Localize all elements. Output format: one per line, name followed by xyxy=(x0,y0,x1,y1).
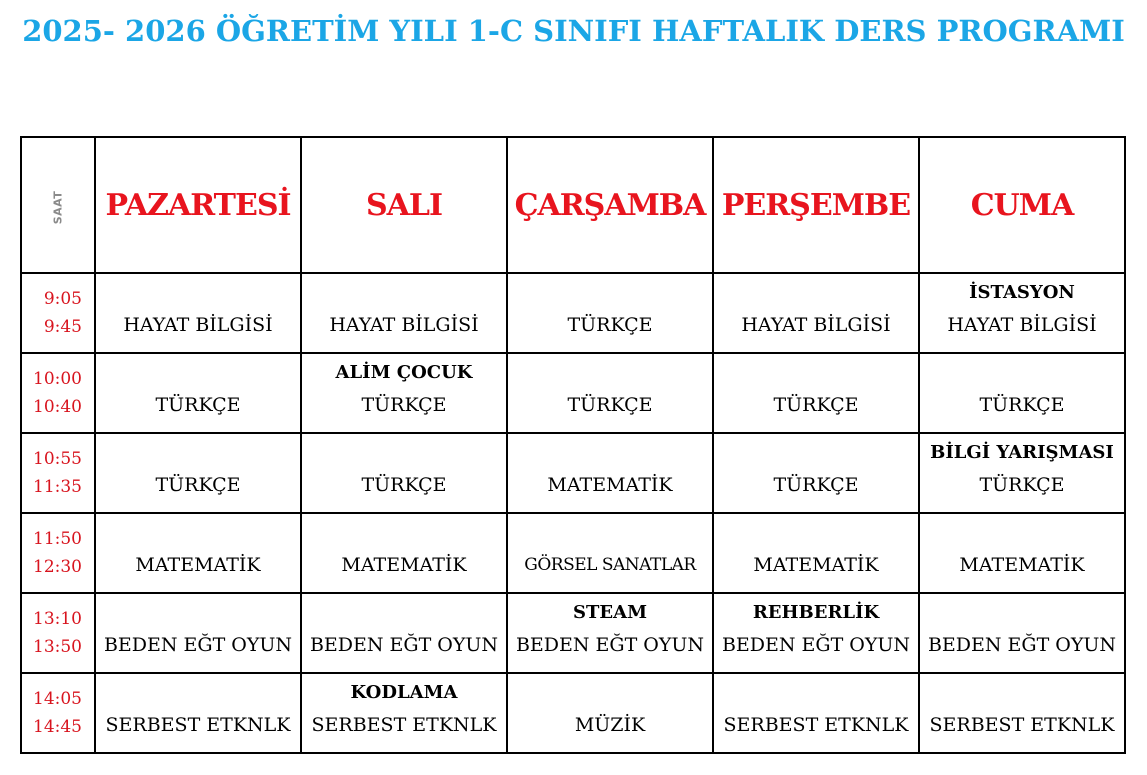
lesson-cell xyxy=(713,593,919,673)
lesson-row xyxy=(21,273,1125,353)
lesson-row xyxy=(21,433,1125,513)
lesson-cell xyxy=(919,273,1125,353)
extra-activity: STEAM xyxy=(572,602,647,623)
extra-activity: İSTASYON xyxy=(969,282,1075,303)
subject-name: TÜRKÇE xyxy=(979,394,1065,416)
subject-name: MATEMATİK xyxy=(341,554,467,576)
lesson-content xyxy=(96,473,300,497)
subject-name: HAYAT BİLGİSİ xyxy=(741,314,891,336)
lesson-content xyxy=(96,313,300,337)
lesson-cell xyxy=(919,673,1125,753)
lesson-content xyxy=(508,601,712,657)
lesson-content xyxy=(714,473,918,497)
lesson-cell xyxy=(713,673,919,753)
subject-name: MÜZİK xyxy=(574,714,646,736)
lesson-row xyxy=(21,593,1125,673)
lesson-content xyxy=(920,633,1124,657)
lesson-cell xyxy=(301,433,507,513)
lesson-cell xyxy=(95,673,301,753)
subject-name: MATEMATİK xyxy=(547,474,673,496)
lesson-content xyxy=(920,441,1124,497)
lesson-content xyxy=(96,713,300,737)
end-time: 11:35 xyxy=(33,477,82,497)
start-time: 11:50 xyxy=(33,529,82,549)
subject-name: BEDEN EĞT OYUN xyxy=(927,634,1117,656)
lesson-cell xyxy=(507,673,713,753)
subject-name: TÜRKÇE xyxy=(773,394,859,416)
day-header-tuesday xyxy=(301,137,507,273)
day-header-monday xyxy=(95,137,301,273)
lesson-cell xyxy=(95,273,301,353)
subject-name: BEDEN EĞT OYUN xyxy=(103,634,293,656)
day-name: ÇARŞAMBA xyxy=(514,187,706,223)
subject-name: GÖRSEL SANATLAR xyxy=(524,555,696,575)
day-header-wednesday xyxy=(507,137,713,273)
schedule-table xyxy=(20,136,1126,754)
header-row xyxy=(21,137,1125,273)
subject-name: TÜRKÇE xyxy=(361,474,447,496)
subject-name: SERBEST ETKNLK xyxy=(311,714,497,736)
lesson-cell xyxy=(301,273,507,353)
extra-activity: BİLGİ YARIŞMASI xyxy=(930,442,1114,463)
time-header-cell xyxy=(21,137,95,273)
day-header-thursday xyxy=(713,137,919,273)
day-name: PAZARTESİ xyxy=(105,187,291,223)
lesson-content xyxy=(508,313,712,337)
end-time: 13:50 xyxy=(33,637,82,657)
lesson-cell xyxy=(507,593,713,673)
lesson-content xyxy=(302,553,506,577)
day-header-friday xyxy=(919,137,1125,273)
lesson-content xyxy=(508,553,712,577)
lesson-content xyxy=(302,313,506,337)
lesson-content xyxy=(714,601,918,657)
start-time: 10:00 xyxy=(33,369,82,389)
schedule-body xyxy=(21,137,1125,753)
subject-name: SERBEST ETKNLK xyxy=(929,714,1115,736)
lesson-cell xyxy=(713,353,919,433)
lesson-content xyxy=(508,473,712,497)
subject-name: SERBEST ETKNLK xyxy=(105,714,291,736)
lesson-cell xyxy=(919,593,1125,673)
lesson-cell xyxy=(301,513,507,593)
subject-name: TÜRKÇE xyxy=(773,474,859,496)
lesson-content xyxy=(920,393,1124,417)
lesson-cell xyxy=(507,273,713,353)
subject-name: BEDEN EĞT OYUN xyxy=(309,634,499,656)
subject-name: TÜRKÇE xyxy=(361,394,447,416)
day-name: PERŞEMBE xyxy=(721,187,911,223)
start-time: 9:05 xyxy=(43,289,82,309)
lesson-cell xyxy=(919,513,1125,593)
lesson-content xyxy=(302,361,506,417)
time-cell xyxy=(21,273,95,353)
lesson-content xyxy=(714,553,918,577)
subject-name: MATEMATİK xyxy=(959,554,1085,576)
subject-name: HAYAT BİLGİSİ xyxy=(329,314,479,336)
subject-name: TÜRKÇE xyxy=(567,314,653,336)
lesson-cell xyxy=(301,353,507,433)
time-cell xyxy=(21,673,95,753)
lesson-content xyxy=(714,393,918,417)
lesson-cell xyxy=(713,513,919,593)
subject-name: TÜRKÇE xyxy=(979,474,1065,496)
end-time: 14:45 xyxy=(33,717,82,737)
lesson-content xyxy=(714,713,918,737)
subject-name: HAYAT BİLGİSİ xyxy=(123,314,273,336)
lesson-cell xyxy=(713,273,919,353)
lesson-cell xyxy=(301,593,507,673)
lesson-cell xyxy=(95,353,301,433)
lesson-content xyxy=(302,473,506,497)
lesson-cell xyxy=(713,433,919,513)
lesson-content xyxy=(714,313,918,337)
day-name: SALI xyxy=(365,187,443,223)
lesson-row xyxy=(21,673,1125,753)
lesson-content xyxy=(302,633,506,657)
time-cell xyxy=(21,353,95,433)
lesson-content xyxy=(302,681,506,737)
subject-name: MATEMATİK xyxy=(135,554,261,576)
lesson-cell xyxy=(95,593,301,673)
subject-name: TÜRKÇE xyxy=(155,394,241,416)
lesson-cell xyxy=(507,353,713,433)
lesson-content xyxy=(920,553,1124,577)
extra-activity: ALİM ÇOCUK xyxy=(335,362,473,383)
lesson-cell xyxy=(919,353,1125,433)
subject-name: MATEMATİK xyxy=(753,554,879,576)
end-time: 10:40 xyxy=(33,397,82,417)
lesson-content xyxy=(920,713,1124,737)
lesson-content xyxy=(508,713,712,737)
lesson-cell xyxy=(507,513,713,593)
subject-name: BEDEN EĞT OYUN xyxy=(721,634,911,656)
lesson-content xyxy=(920,281,1124,337)
end-time: 9:45 xyxy=(43,317,82,337)
time-header-label: SAAT xyxy=(51,190,65,224)
lesson-content xyxy=(96,633,300,657)
subject-name: TÜRKÇE xyxy=(567,394,653,416)
subject-name: SERBEST ETKNLK xyxy=(723,714,909,736)
lesson-content xyxy=(96,393,300,417)
lesson-row xyxy=(21,353,1125,433)
start-time: 14:05 xyxy=(33,689,82,709)
time-cell xyxy=(21,513,95,593)
start-time: 13:10 xyxy=(33,609,82,629)
page-title: 2025- 2026 ÖĞRETİM YILI 1-C SINIFI HAFTALIK DERS PROGRAMI xyxy=(22,14,1125,48)
time-cell xyxy=(21,433,95,513)
extra-activity: KODLAMA xyxy=(350,682,458,703)
lesson-cell xyxy=(919,433,1125,513)
subject-name: TÜRKÇE xyxy=(155,474,241,496)
lesson-cell xyxy=(95,513,301,593)
subject-name: HAYAT BİLGİSİ xyxy=(947,314,1097,336)
day-name: CUMA xyxy=(970,187,1074,223)
lesson-cell xyxy=(301,673,507,753)
lesson-row xyxy=(21,513,1125,593)
lesson-content xyxy=(508,393,712,417)
extra-activity: REHBERLİK xyxy=(752,602,880,623)
lesson-content xyxy=(96,553,300,577)
lesson-cell xyxy=(507,433,713,513)
subject-name: BEDEN EĞT OYUN xyxy=(515,634,705,656)
lesson-cell xyxy=(95,433,301,513)
time-cell xyxy=(21,593,95,673)
end-time: 12:30 xyxy=(33,557,82,577)
start-time: 10:55 xyxy=(33,449,82,469)
